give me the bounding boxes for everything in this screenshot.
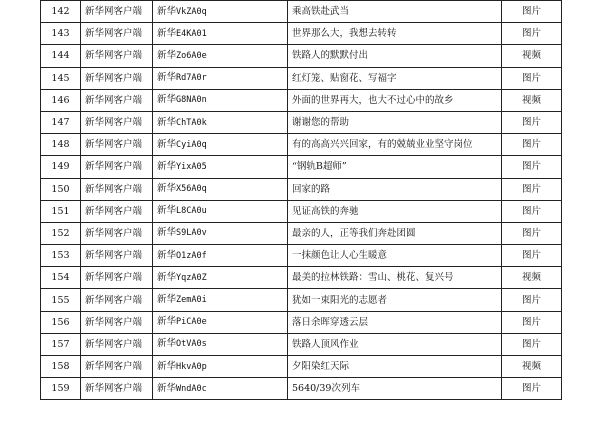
work-id-prefix: 新华 [157,316,177,328]
work-id-cell [153,267,288,289]
work-id-code: X56A0q [176,184,207,195]
work-id-prefix: 新华 [157,205,177,217]
work-id-code: L8CA0u [176,206,207,217]
row-number: 155 [41,289,81,311]
work-title-cell: 铁路人的默默付出 [288,45,502,67]
work-id-code: ZemA0i [176,295,207,306]
media-type-cell: 图片 [502,333,562,355]
work-title-cell: 夕阳染红天际 [288,356,502,378]
work-id-code: S9LA0v [176,228,207,239]
work-title-cell: 见证高铁的奔驰 [288,200,502,222]
work-id-prefix: 新华 [157,27,177,39]
work-id-cell [153,200,288,222]
source-cell: 新华网客户端 [81,267,153,289]
media-type-cell: 图片 [502,1,562,23]
table-row [41,200,562,222]
row-number: 157 [41,333,81,355]
work-title-cell: 回家的路 [288,178,502,200]
work-id-prefix: 新华 [157,5,177,17]
work-title-cell: 5640/39次列车 [288,378,502,400]
work-id-prefix: 新华 [157,138,177,150]
work-title-cell: “钢轨B超师” [288,156,502,178]
table-row [41,378,562,400]
work-id-cell [153,23,288,45]
work-id-cell [153,156,288,178]
work-id-prefix: 新华 [157,116,177,128]
source-cell: 新华网客户端 [81,134,153,156]
row-number: 149 [41,156,81,178]
source-cell: 新华网客户端 [81,356,153,378]
source-cell: 新华网客户端 [81,222,153,244]
work-title-cell: 铁路人顶风作业 [288,333,502,355]
media-type-cell: 视频 [502,356,562,378]
work-id-cell [153,134,288,156]
table-row [41,311,562,333]
row-number: 148 [41,134,81,156]
work-id-prefix: 新华 [157,294,177,306]
work-title-cell: 落日余晖穿透云层 [288,311,502,333]
work-id-code: OtVA0s [176,339,207,350]
work-title-cell: 最亲的人，正等我们奔赴团圆 [288,222,502,244]
work-id-code: ChTA0k [176,117,207,128]
media-type-cell: 图片 [502,23,562,45]
source-cell: 新华网客户端 [81,245,153,267]
media-type-cell: 图片 [502,378,562,400]
source-cell: 新华网客户端 [81,311,153,333]
source-cell: 新华网客户端 [81,67,153,89]
work-id-code: CyiA0q [176,139,207,150]
work-id-prefix: 新华 [157,249,177,261]
work-id-code: YixA05 [176,161,207,172]
row-number: 145 [41,67,81,89]
work-id-code: E4KA01 [176,28,207,39]
row-number: 153 [41,245,81,267]
source-cell: 新华网客户端 [81,23,153,45]
work-title-cell: 犹如一束阳光的志愿者 [288,289,502,311]
work-id-cell [153,222,288,244]
media-type-cell: 图片 [502,156,562,178]
work-id-cell [153,45,288,67]
work-id-prefix: 新华 [157,338,177,350]
work-id-cell [153,67,288,89]
media-type-cell: 图片 [502,134,562,156]
table-row [41,245,562,267]
work-id-prefix: 新华 [157,49,177,61]
media-type-cell: 图片 [502,245,562,267]
row-number: 159 [41,378,81,400]
work-id-prefix: 新华 [157,382,177,394]
works-table [40,0,562,400]
row-number: 152 [41,222,81,244]
work-title-cell: 外面的世界再大，也大不过心中的故乡 [288,89,502,111]
row-number: 143 [41,23,81,45]
row-number: 147 [41,111,81,133]
row-number: 142 [41,1,81,23]
table-row [41,23,562,45]
work-title-cell: 谢谢您的帮助 [288,111,502,133]
source-cell: 新华网客户端 [81,1,153,23]
row-number: 150 [41,178,81,200]
media-type-cell: 图片 [502,311,562,333]
work-title-cell: 有的高高兴兴回家，有的兢兢业业坚守岗位 [288,134,502,156]
row-number: 151 [41,200,81,222]
source-cell: 新华网客户端 [81,89,153,111]
work-id-cell [153,333,288,355]
source-cell: 新华网客户端 [81,289,153,311]
work-id-cell [153,378,288,400]
table-row [41,222,562,244]
source-cell: 新华网客户端 [81,200,153,222]
table-row [41,333,562,355]
source-cell: 新华网客户端 [81,178,153,200]
work-id-code: YqzA0Z [176,272,207,283]
table-row [41,67,562,89]
work-id-prefix: 新华 [157,94,177,106]
table-row [41,356,562,378]
media-type-cell: 视频 [502,89,562,111]
work-id-code: G8NA0n [176,95,207,106]
media-type-cell: 图片 [502,200,562,222]
source-cell: 新华网客户端 [81,333,153,355]
table-row [41,156,562,178]
table-row [41,267,562,289]
work-title-cell: 红灯笼、贴窗花、写福字 [288,67,502,89]
work-id-code: WndA0c [176,383,207,394]
work-title-cell: 世界那么大，我想去转转 [288,23,502,45]
row-number: 156 [41,311,81,333]
work-id-code: HkvA0p [176,361,207,372]
work-id-prefix: 新华 [157,160,177,172]
work-id-cell [153,111,288,133]
work-id-cell [153,89,288,111]
work-id-code: O1zA0f [176,250,207,261]
table-row [41,134,562,156]
work-title-cell: 最美的拉林铁路：雪山、桃花、复兴号 [288,267,502,289]
source-cell: 新华网客户端 [81,111,153,133]
table-row [41,111,562,133]
row-number: 144 [41,45,81,67]
work-id-prefix: 新华 [157,360,177,372]
work-id-prefix: 新华 [157,183,177,195]
table-row [41,89,562,111]
source-cell: 新华网客户端 [81,378,153,400]
row-number: 146 [41,89,81,111]
work-title-cell: 乘高铁赴武当 [288,1,502,23]
source-cell: 新华网客户端 [81,156,153,178]
work-id-cell [153,311,288,333]
work-id-code: Rd7A0r [176,73,207,84]
media-type-cell: 图片 [502,289,562,311]
row-number: 154 [41,267,81,289]
table-body [41,1,562,400]
work-id-code: PiCA0e [176,317,207,328]
work-id-cell [153,356,288,378]
work-id-code: VkZA0q [176,6,207,17]
work-id-cell [153,289,288,311]
table-row [41,1,562,23]
media-type-cell: 图片 [502,111,562,133]
work-id-code: Zo6A0e [176,50,207,61]
media-type-cell: 图片 [502,178,562,200]
row-number: 158 [41,356,81,378]
work-id-cell [153,245,288,267]
media-type-cell: 视频 [502,267,562,289]
work-id-cell [153,178,288,200]
work-title-cell: 一抹颜色让人心生暖意 [288,245,502,267]
source-cell: 新华网客户端 [81,45,153,67]
table-row [41,45,562,67]
work-id-prefix: 新华 [157,72,177,84]
work-id-cell [153,1,288,23]
media-type-cell: 图片 [502,67,562,89]
table-row [41,289,562,311]
document-page [40,0,561,400]
work-id-prefix: 新华 [157,271,177,283]
table-row [41,178,562,200]
media-type-cell: 视频 [502,45,562,67]
media-type-cell: 图片 [502,222,562,244]
work-id-prefix: 新华 [157,227,177,239]
